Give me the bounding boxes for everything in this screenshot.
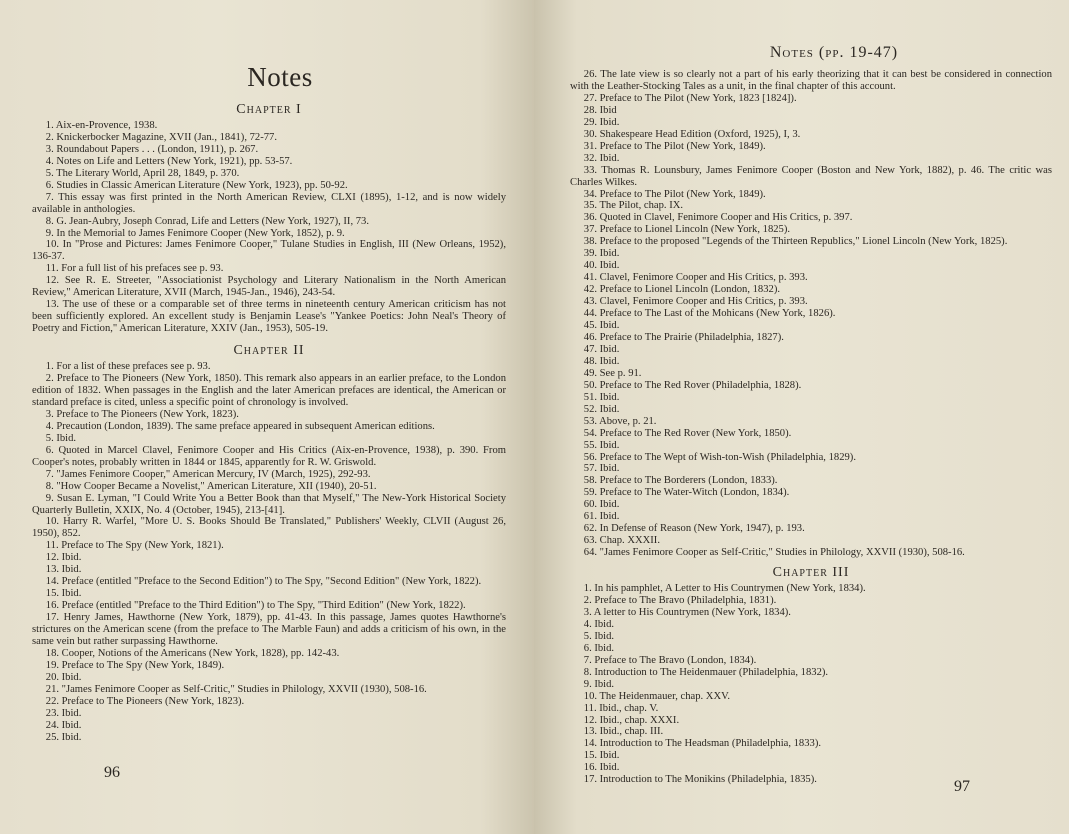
note-item: 50. Preface to The Red Rover (Philadelphia, 1828). (583, 379, 802, 391)
note-item: 7. This essay was first printed in the North American Review, CLXI (1895), 1-12, and is now widely available in anthologies. (32, 191, 506, 215)
note-item: 39. Ibid. (583, 248, 620, 260)
note-item: 17. Henry James, Hawthorne (New York, 1879), pp. 41-43. In this passage, James quotes Hawthorne's strictures on the American scene (from the preface to The Marble Faun) and adds a criticism of his own, in the same vein but rather surpassing Hawthorne. (32, 612, 506, 647)
note-item: 10. Harry R. Warfel, "More U. S. Books Should Be Translated," Publishers' Weekly, CLVII (August 26, 1950), 852. (32, 516, 506, 540)
note-item: 15. Ibid. (45, 588, 82, 600)
note-item: 38. Preface to the proposed "Legends of the Thirteen Republics," Lionel Lincoln (New York, 1825). (583, 236, 1008, 248)
note-item: 51. Ibid. (583, 391, 620, 403)
chapter-1-notes (32, 120, 506, 335)
chapter-1-title: Chapter I (236, 102, 302, 117)
note-item: 1. For a list of these prefaces see p. 93. (45, 361, 211, 373)
right-page (534, 0, 1069, 834)
note-item: 58. Preface to The Borderers (London, 1833). (583, 475, 778, 487)
left-notes-column (32, 98, 506, 744)
note-item: 32. Ibid. (583, 152, 620, 164)
note-item: 6. Ibid. (583, 642, 615, 654)
note-item: 9. Ibid. (583, 678, 615, 690)
note-item: 8. Introduction to The Heidenmauer (Philadelphia, 1832). (583, 666, 829, 678)
note-item: 36. Quoted in Clavel, Fenimore Cooper and His Critics, p. 397. (583, 212, 853, 224)
running-head: Notes (pp. 19-47) (769, 44, 899, 61)
note-item: 30. Shakespeare Head Edition (Oxford, 1925), I, 3. (583, 128, 801, 140)
chapter-2-title: Chapter II (233, 343, 305, 359)
note-item: 40. Ibid. (583, 260, 620, 272)
chapter-3-title: Chapter III (772, 565, 850, 581)
note-item: 26. The late view is so clearly not a part of his early theorizing that it can best be considered in connection with the Leather-Stocking Tales as a unit, in the final chapter of this account. (570, 69, 1052, 92)
note-item: 4. Precaution (London, 1839). The same preface appeared in subsequent American editions. (45, 420, 435, 432)
note-item: 54. Preface to The Red Rover (New York, 1850). (583, 427, 792, 439)
note-item: 56. Preface to The Wept of Wish-ton-Wish (Philadelphia, 1829). (583, 451, 856, 463)
note-item: 48. Ibid. (583, 355, 620, 367)
note-item: 22. Preface to The Pioneers (New York, 1823). (45, 695, 245, 707)
note-item: 4. Notes on Life and Letters (New York, 1921), pp. 53-57. (45, 155, 293, 167)
note-item: 31. Preface to The Pilot (New York, 1849). (583, 140, 766, 152)
note-item: 16. Preface (entitled "Preface to the Third Edition") to The Spy, "Third Edition" (New York, 1822). (45, 600, 466, 612)
note-item: 42. Preface to Lionel Lincoln (London, 1832). (583, 284, 780, 296)
note-item: 8. "How Cooper Became a Novelist," American Literature, XII (1940), 20-51. (45, 480, 377, 492)
note-item: 14. Introduction to The Headsman (Philadelphia, 1833). (583, 738, 821, 750)
note-item: 10. In "Prose and Pictures: James Fenimore Cooper," Tulane Studies in English, III (New Orleans, 1952), 136-37. (32, 239, 506, 263)
note-item: 46. Preface to The Prairie (Philadelphia, 1827). (583, 331, 784, 343)
note-item: 23. Ibid. (45, 707, 82, 719)
page-number-left: 96 (104, 764, 120, 781)
note-item: 41. Clavel, Fenimore Cooper and His Critics, p. 393. (583, 272, 808, 284)
note-item: 10. The Heidenmauer, chap. XXV. (583, 690, 731, 702)
note-item: 55. Ibid. (583, 439, 620, 451)
note-item: 9. Susan E. Lyman, "I Could Write You a Better Book than that Myself," The New-York Historical Society Quarterly Bulletin, XXIX, No. 4 (October, 1945), 213-[41]. (32, 492, 506, 516)
page-number-right: 97 (954, 778, 970, 795)
note-item: 62. In Defense of Reason (New York, 1947), p. 193. (583, 523, 805, 535)
note-item: 7. "James Fenimore Cooper," American Mercury, IV (March, 1925), 292-93. (45, 468, 371, 480)
note-item: 33. Thomas R. Lounsbury, James Fenimore Cooper (Boston and New York, 1882), p. 46. The critic was Charles Wilkes. (570, 164, 1052, 188)
note-item: 6. Studies in Classic American Literature (New York, 1923), pp. 50-92. (45, 179, 348, 191)
note-item: 53. Above, p. 21. (583, 415, 657, 427)
note-item: 2. Knickerbocker Magazine, XVII (Jan., 1841), 72-77. (45, 131, 277, 143)
chapter-2-notes-continued (570, 69, 1052, 559)
note-item: 43. Clavel, Fenimore Cooper and His Critics, p. 393. (583, 296, 808, 308)
note-item: 13. Ibid. (45, 564, 82, 576)
note-item: 8. G. Jean-Aubry, Joseph Conrad, Life and Letters (New York, 1927), II, 73. (45, 215, 370, 227)
note-item: 13. Ibid., chap. III. (583, 726, 664, 738)
note-item: 1. Aix-en-Provence, 1938. (45, 119, 158, 131)
note-item: 7. Preface to The Bravo (London, 1834). (583, 654, 757, 666)
note-item: 17. Introduction to The Monikins (Philadelphia, 1835). (583, 774, 817, 786)
note-item: 12. See R. E. Streeter, "Associationist Psychology and Literary Nationalism in the North American Review," American Literature, XVII (March, 1945-Jan., 1946), 243-54. (32, 275, 506, 299)
note-item: 19. Preface to The Spy (New York, 1849). (45, 659, 225, 671)
note-item: 13. The use of these or a comparable set of three terms in nineteenth century American criticism has not been sufficiently explored. An excellent study is Benjamin Lease's "Yankee Poetics: John Neal's Theory of Poetry and Fiction," American Literature, XXIV (Jan., 1953), 505-19. (32, 299, 506, 335)
note-item: 25. Ibid. (45, 731, 82, 743)
note-item: 63. Chap. XXXII. (583, 535, 660, 547)
note-item: 61. Ibid. (583, 511, 620, 523)
note-item: 11. Ibid., chap. V. (583, 702, 659, 714)
note-item: 27. Preface to The Pilot (New York, 1823 [1824]). (583, 92, 797, 104)
note-item: 37. Preface to Lionel Lincoln (New York, 1825). (583, 224, 791, 236)
note-item: 3. Roundabout Papers . . . (London, 1911), p. 267. (45, 143, 259, 155)
left-page (0, 0, 534, 834)
note-item: 11. Preface to The Spy (New York, 1821). (45, 540, 224, 552)
note-item: 64. "James Fenimore Cooper as Self-Critic," Studies in Philology, XXVII (1930), 508-16. (583, 547, 965, 559)
note-item: 5. Ibid. (583, 630, 615, 642)
chapter-3-notes (570, 583, 1052, 786)
note-item: 34. Preface to The Pilot (New York, 1849). (583, 188, 766, 200)
note-item: 15. Ibid. (583, 750, 620, 762)
page-title: Notes (247, 62, 313, 92)
right-notes-column (570, 69, 1052, 786)
note-item: 2. Preface to The Bravo (Philadelphia, 1831). (583, 594, 777, 606)
note-item: 60. Ibid. (583, 499, 620, 511)
note-item: 44. Preface to The Last of the Mohicans (New York, 1826). (583, 308, 836, 320)
note-item: 1. In his pamphlet, A Letter to His Countrymen (New York, 1834). (583, 583, 866, 595)
note-item: 11. For a full list of his prefaces see p. 93. (45, 263, 224, 275)
chapter-2-notes (32, 361, 506, 744)
note-item: 45. Ibid. (583, 320, 620, 332)
note-item: 4. Ibid. (583, 618, 615, 630)
note-item: 47. Ibid. (583, 343, 620, 355)
note-item: 59. Preface to The Water-Witch (London, 1834). (583, 487, 790, 499)
note-item: 21. "James Fenimore Cooper as Self-Critic," Studies in Philology, XXVII (1930), 508-16. (45, 683, 427, 695)
note-item: 35. The Pilot, chap. IX. (583, 200, 684, 212)
note-item: 3. Preface to The Pioneers (New York, 1823). (45, 408, 239, 420)
note-item: 5. The Literary World, April 28, 1849, p. 370. (45, 167, 240, 179)
note-item: 24. Ibid. (45, 719, 82, 731)
note-item: 2. Preface to The Pioneers (New York, 1850). This remark also appears in an earlier preface, to the London edition of 1832. When passages in the English and the later American prefaces are identical, the American or standard preface is cited, unless a specific point of chronology is involved. (32, 373, 506, 408)
note-item: 9. In the Memorial to James Fenimore Cooper (New York, 1852), p. 9. (45, 227, 345, 239)
note-item: 12. Ibid., chap. XXXI. (583, 714, 680, 726)
note-item: 14. Preface (entitled "Preface to the Second Edition") to The Spy, "Second Edition" (New York, 1822). (45, 576, 482, 588)
note-item: 16. Ibid. (583, 762, 620, 774)
note-item: 18. Cooper, Notions of the Americans (New York, 1828), pp. 142-43. (45, 647, 340, 659)
note-item: 52. Ibid. (583, 403, 620, 415)
note-item: 6. Quoted in Marcel Clavel, Fenimore Cooper and His Critics (Aix-en-Provence, 1938), p. 390. From Cooper's notes, probably written in 1844 or 1845, apparently for R. W. Griswold. (32, 444, 506, 468)
note-item: 3. A letter to His Countrymen (New York, 1834). (583, 606, 791, 618)
note-item: 12. Ibid. (45, 552, 82, 564)
note-item: 28. Ibid (583, 104, 617, 116)
note-item: 20. Ibid. (45, 671, 82, 683)
note-item: 49. See p. 91. (583, 367, 642, 379)
note-item: 57. Ibid. (583, 463, 620, 475)
note-item: 5. Ibid. (45, 432, 77, 444)
note-item: 29. Ibid. (583, 116, 620, 128)
